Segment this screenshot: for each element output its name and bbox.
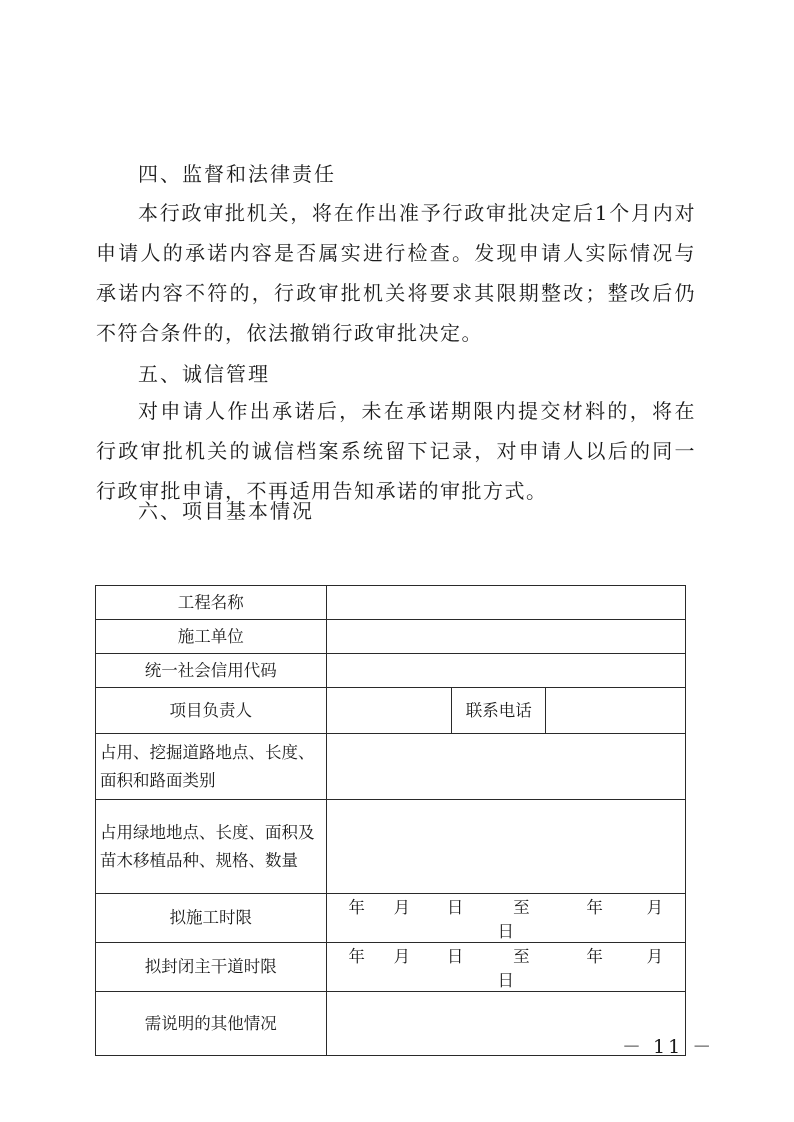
page-number: － 11 － (622, 1036, 715, 1058)
contact-phone-label: 联系电话 (452, 688, 546, 734)
table-row (96, 800, 686, 894)
table-row (96, 586, 686, 620)
section-body-supervision: 本行政审批机关，将在作出准予行政审批决定后1个月内对申请人的承诺内容是否属实进行检查。发现申请人实际情况与承诺内容不符的，行政审批机关将要求其限期整改；整改后仍不符合条件的，依法撤销行政审批决定。 (96, 201, 696, 345)
end-day-label: 日 (497, 922, 515, 941)
construction-period-label: 拟施工时限 (96, 894, 327, 943)
date-to-label: 至 (513, 947, 530, 966)
section-body-credit: 对申请人作出承诺后，未在承诺期限内提交材料的，将在行政审批机关的诚信档案系统留下记录，对申请人以后的同一行政审批申请，不再适用告知承诺的审批方式。 (96, 399, 696, 503)
start-year-label: 年 (348, 898, 365, 917)
other-notes-label: 需说明的其他情况 (96, 992, 327, 1056)
construction-unit-label: 施工单位 (96, 620, 327, 654)
road-closure-period-label: 拟封闭主干道时限 (96, 943, 327, 992)
section-heading-credit: 五、诚信管理 (138, 362, 270, 386)
end-year-label: 年 (586, 898, 603, 917)
start-month-label: 月 (393, 898, 411, 917)
end-year-label: 年 (586, 947, 603, 966)
green-occupation-field[interactable] (326, 800, 685, 894)
table-row (96, 943, 686, 992)
end-day-label: 日 (497, 971, 515, 990)
table-row (96, 688, 686, 734)
construction-period-field[interactable] (326, 894, 685, 943)
road-closure-period-field[interactable] (326, 943, 685, 992)
start-day-label: 日 (446, 947, 464, 966)
table-row (96, 654, 686, 688)
road-occupation-label: 占用、挖掘道路地点、长度、面积和路面类别 (96, 734, 327, 800)
table-row (96, 734, 686, 800)
section-heading-project: 六、项目基本情况 (138, 499, 314, 523)
credit-code-field[interactable] (326, 654, 685, 688)
contact-phone-field[interactable] (546, 688, 686, 734)
project-leader-label: 项目负责人 (96, 688, 327, 734)
project-leader-field[interactable] (326, 688, 452, 734)
end-month-label: 月 (646, 898, 664, 917)
credit-code-label: 统一社会信用代码 (96, 654, 327, 688)
table-row (96, 620, 686, 654)
project-name-label: 工程名称 (96, 586, 327, 620)
construction-unit-field[interactable] (326, 620, 685, 654)
date-to-label: 至 (513, 898, 530, 917)
start-year-label: 年 (348, 947, 365, 966)
project-name-field[interactable] (326, 586, 685, 620)
project-info-table (95, 585, 686, 1056)
green-occupation-label: 占用绿地地点、长度、面积及苗木移植品种、规格、数量 (96, 800, 327, 894)
road-occupation-field[interactable] (326, 734, 685, 800)
table-row (96, 894, 686, 943)
table-row (96, 992, 686, 1056)
start-month-label: 月 (393, 947, 411, 966)
start-day-label: 日 (446, 898, 464, 917)
end-month-label: 月 (646, 947, 664, 966)
section-heading-supervision: 四、监督和法律责任 (138, 162, 336, 186)
